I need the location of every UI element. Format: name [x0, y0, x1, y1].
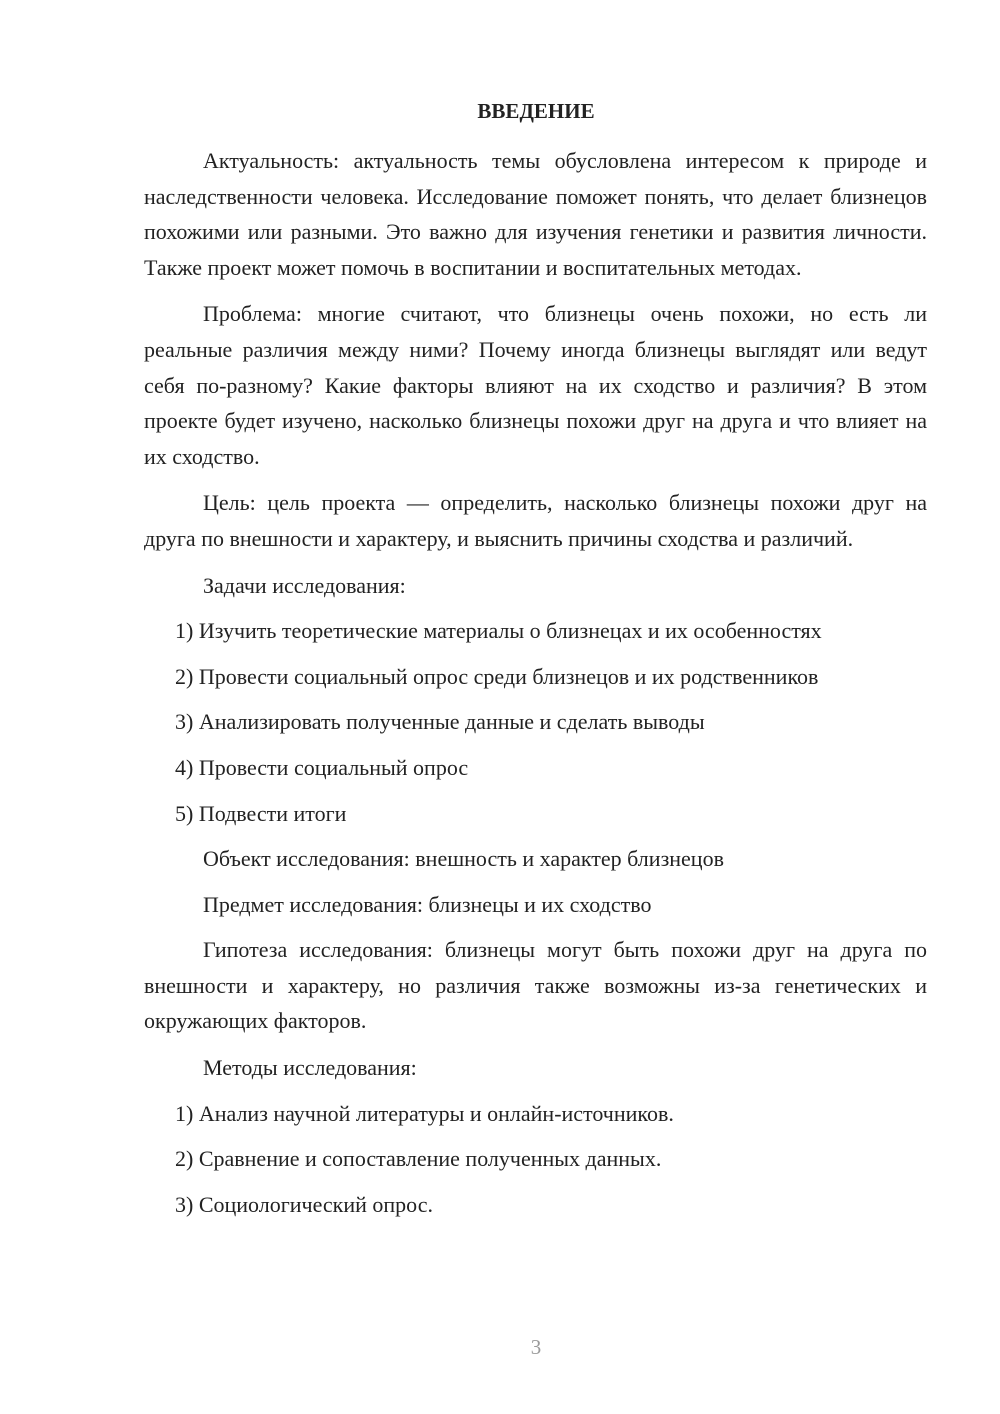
task-item-2: 2) Провести социальный опрос среди близнецов и их родственников — [175, 663, 819, 689]
task-item-4: 4) Провести социальный опрос — [175, 754, 469, 780]
task-item-5: 5) Подвести итоги — [175, 800, 347, 826]
method-item-3: 3) Социологический опрос. — [175, 1191, 433, 1217]
page-number: 3 — [530, 1335, 542, 1359]
research-object: Объект исследования: внешность и характер близнецов — [203, 846, 724, 872]
problem-paragraph: Проблема: многие считают, что близнецы очень похожи, но есть ли реальные различия между ними? Почему иногда близнецы выглядят или ведут себя по-разному? Какие факторы влияют на их сходство и различия? В этом проекте будет изучено, насколько близнецы похожи друг на друга и что влияет на их сходство. — [144, 301, 927, 469]
goal-paragraph: Цель: цель проекта — определить, насколько близнецы похожи друг на друга по внешности и характеру, и выяснить причины сходства и различий. — [144, 490, 927, 551]
method-item-2: 2) Сравнение и сопоставление полученных данных. — [175, 1146, 662, 1172]
task-item-3: 3) Анализировать полученные данные и сделать выводы — [175, 709, 705, 735]
page-title: ВВЕДЕНИЕ — [477, 99, 595, 123]
task-item-1: 1) Изучить теоретические материалы о близнецах и их особенностях — [175, 618, 822, 644]
hypothesis-paragraph: Гипотеза исследования: близнецы могут быть похожи друг на друга по внешности и характеру, но различия также возможны из-за генетических и окружающих факторов. — [144, 937, 927, 1034]
tasks-heading: Задачи исследования: — [203, 572, 406, 598]
research-subject: Предмет исследования: близнецы и их сходство — [203, 891, 652, 917]
methods-heading: Методы исследования: — [203, 1055, 417, 1081]
page-content — [144, 143, 927, 1232]
method-item-1: 1) Анализ научной литературы и онлайн-источников. — [175, 1100, 674, 1126]
relevance-paragraph: Актуальность: актуальность темы обусловлена интересом к природе и наследственности человека. Исследование поможет понять, что делает близнецов похожими или разными. Это важно для изучения генетики и развития личности. Также проект может помочь в воспитании и воспитательных методах. — [144, 148, 927, 280]
